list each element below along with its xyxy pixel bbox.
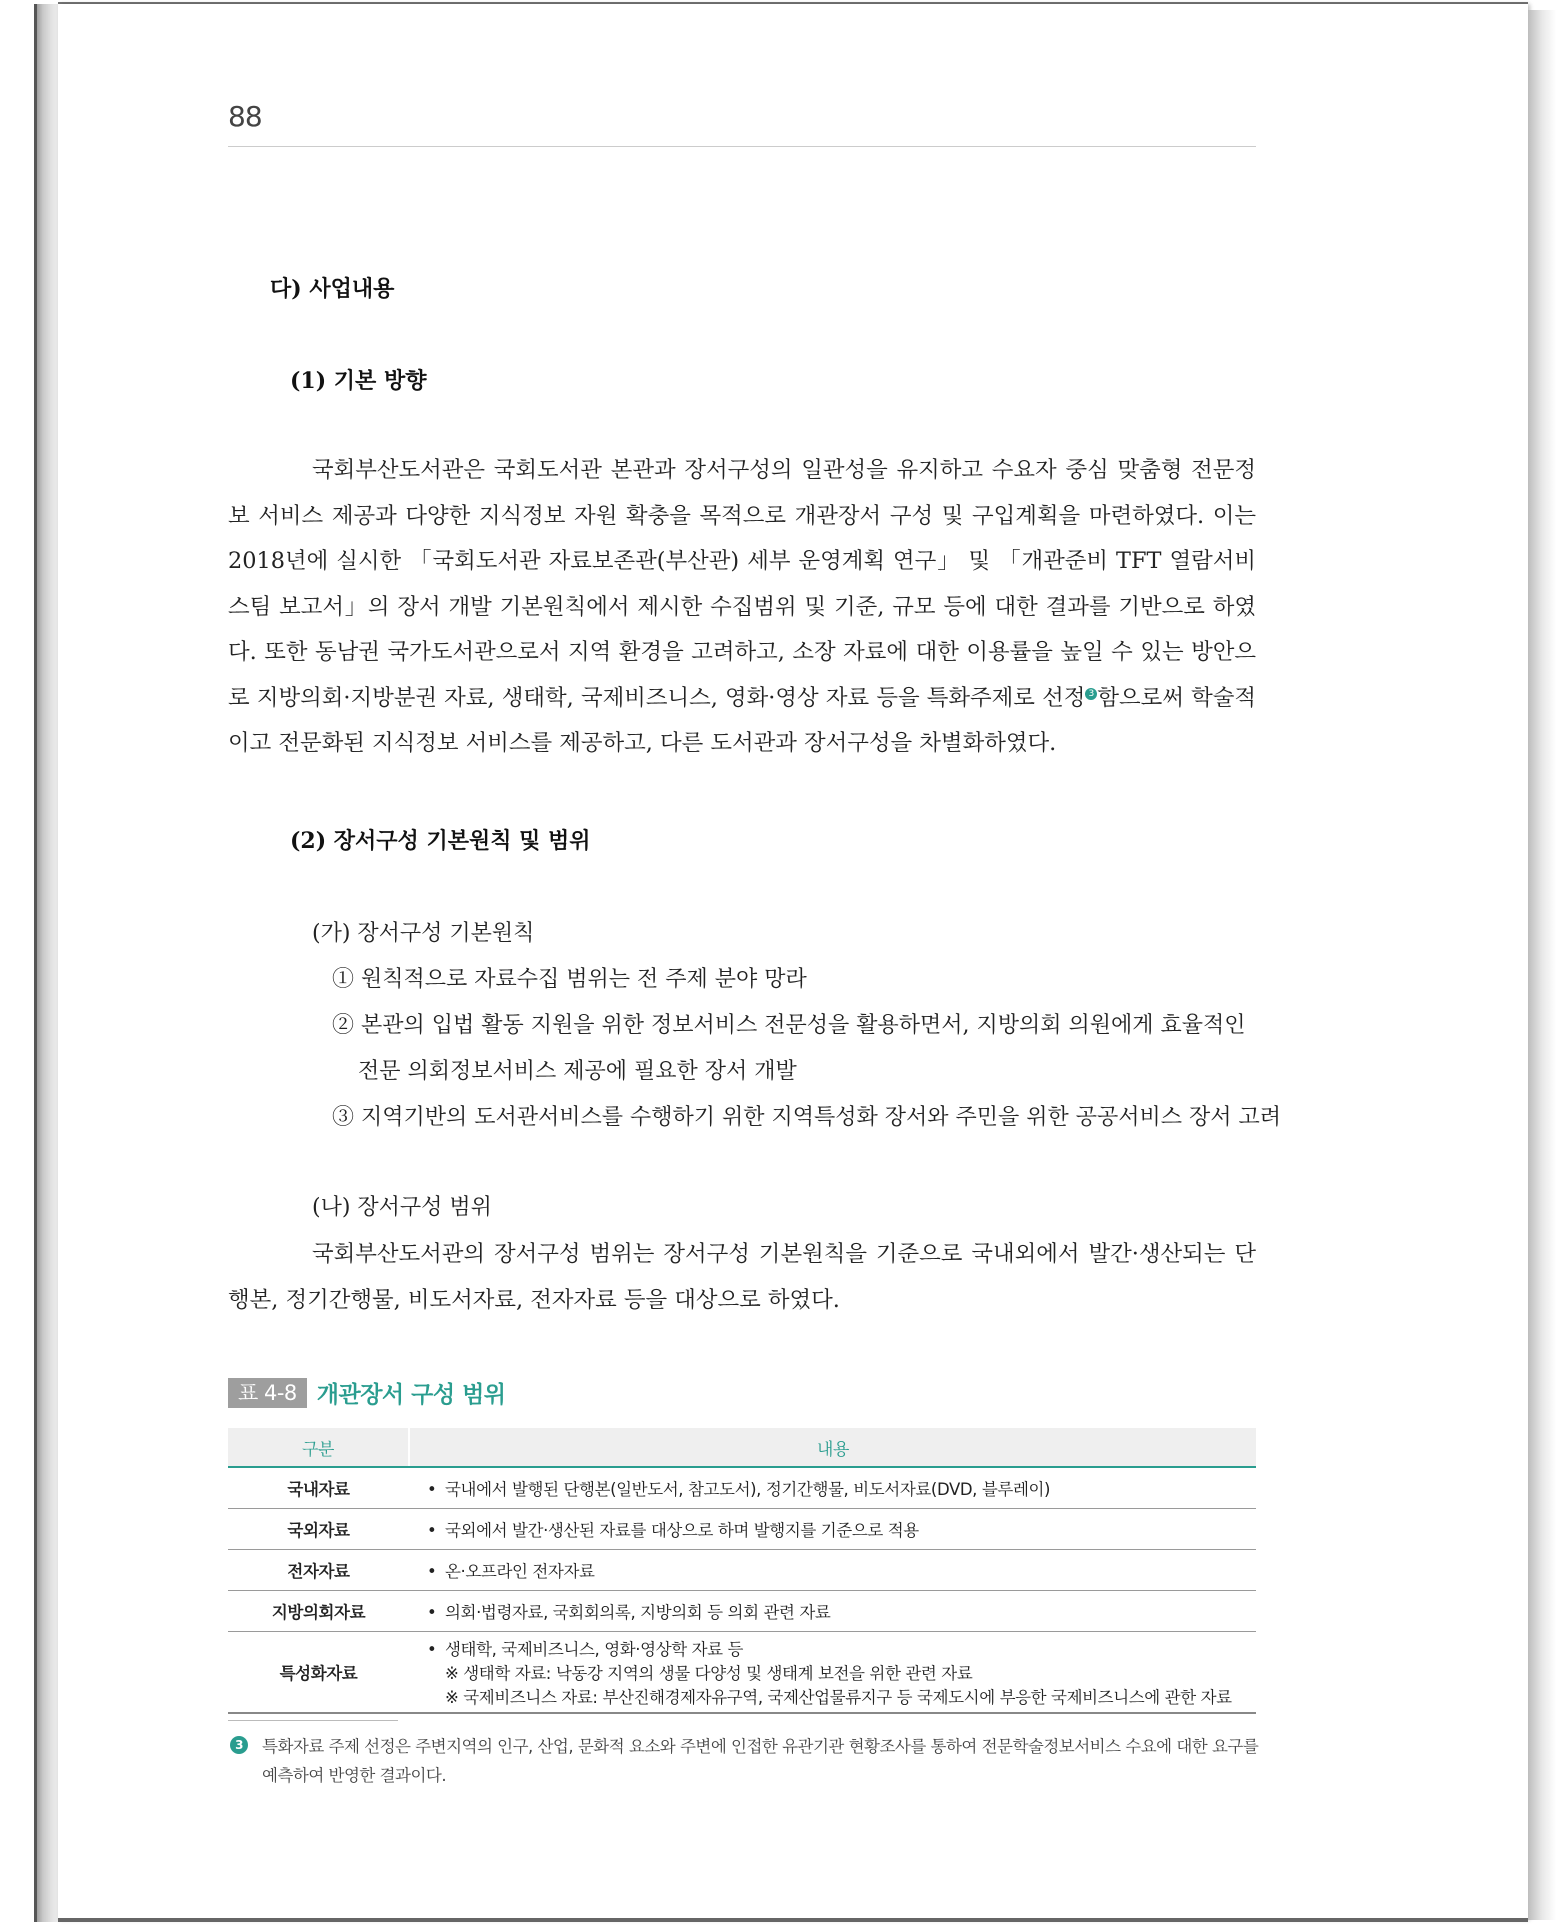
heading-ga-principles: (가) 장서구성 기본원칙 — [312, 921, 535, 946]
bullet: • — [427, 1562, 437, 1581]
subsection-heading-basic-direction: (1) 기본 방향 — [290, 368, 427, 394]
row-category: 국외자료 — [228, 1509, 409, 1550]
paragraph-scope — [228, 1232, 1256, 1323]
row-content-text: 국내에서 발행된 단행본(일반도서, 참고도서), 정기간행물, 비도서자료(DVD, 블루레이) — [445, 1480, 1051, 1499]
table-row — [228, 1632, 1256, 1714]
row-content-text: 생태학, 국제비즈니스, 영화·영상학 자료 등 — [445, 1640, 744, 1659]
page-number: 88 — [228, 100, 262, 133]
header-rule — [228, 146, 1256, 147]
header-content: 내용 — [409, 1428, 1256, 1467]
row-content-text: 온·오프라인 전자자료 — [445, 1562, 595, 1581]
footnote — [230, 1732, 1260, 1790]
row-category: 전자자료 — [228, 1550, 409, 1591]
bullet: • — [427, 1521, 437, 1540]
footnote-rule — [228, 1720, 398, 1721]
row-category: 국내자료 — [228, 1467, 409, 1509]
row-content-text: 의회·법령자료, 국회회의록, 지방의회 등 의회 관련 자료 — [445, 1603, 831, 1622]
bullet: • — [427, 1480, 437, 1499]
table-row — [228, 1550, 1256, 1591]
subsection-heading-principles: (2) 장서구성 기본원칙 및 범위 — [290, 828, 591, 854]
principle-item-1: ① 원칙적으로 자료수집 범위는 전 주제 분야 망라 — [332, 967, 807, 992]
table-caption — [228, 1376, 506, 1406]
row-content — [409, 1591, 1256, 1632]
page-bottom-border — [58, 1918, 1528, 1922]
principle-item-2-cont: 전문 의회정보서비스 제공에 필요한 장서 개발 — [358, 1059, 797, 1084]
row-note-business: ※ 국제비즈니스 자료: 부산진해경제자유구역, 국제산업물류지구 등 국제도시에 부응한 국제비즈니스에 관한 자료 — [445, 1688, 1232, 1707]
table-row — [228, 1509, 1256, 1550]
footnote-text: 특화자료 주제 선정은 주변지역의 인구, 산업, 문화적 요소와 주변에 인접한 유관기관 현황조사를 통하여 전문학술정보서비스 수요에 대한 요구를 예측하여 반영한 결과이다. — [262, 1737, 1259, 1785]
row-content — [409, 1632, 1256, 1714]
header-category: 구분 — [228, 1428, 409, 1467]
section-heading-da: 다) 사업내용 — [270, 276, 395, 302]
table-title: 개관장서 구성 범위 — [316, 1382, 506, 1408]
footnote-number-badge: 3 — [230, 1736, 248, 1754]
footnote-ref-mark[interactable]: 3 — [1085, 688, 1097, 700]
row-content — [409, 1550, 1256, 1591]
row-category: 지방의회자료 — [228, 1591, 409, 1632]
bullet: • — [427, 1640, 437, 1659]
row-note-ecology: ※ 생태학 자료: 낙동강 지역의 생물 다양성 및 생태계 보전을 위한 관련 자료 — [445, 1664, 973, 1683]
paragraph-scope-text: 국회부산도서관의 장서구성 범위는 장서구성 기본원칙을 기준으로 국내외에서 발간·생산되는 단행본, 정기간행물, 비도서자료, 전자자료 등을 대상으로 하였다. — [228, 1241, 1256, 1313]
paragraph-text-cont: 함으로써 학술적이고 전문화된 지식정보 서비스를 제공하고, 다른 도서관과 장서구성을 차별화하였다. — [228, 684, 1256, 756]
principle-item-2: ② 본관의 입법 활동 지원을 위한 정보서비스 전문성을 활용하면서, 지방의회 의원에게 효율적인 — [332, 1013, 1246, 1038]
row-content-line — [427, 1636, 1255, 1660]
page-right-shadow — [1528, 10, 1556, 1920]
row-content-text: 국외에서 발간·생산된 자료를 대상으로 하며 발행지를 기준으로 적용 — [445, 1521, 919, 1540]
table-row — [228, 1467, 1256, 1509]
row-content — [409, 1467, 1256, 1509]
paragraph-basic-direction — [228, 448, 1256, 767]
table-number: 표 4-8 — [228, 1378, 307, 1408]
collection-scope-table — [228, 1428, 1256, 1714]
row-category: 특성화자료 — [228, 1632, 409, 1714]
heading-na-scope: (나) 장서구성 범위 — [312, 1195, 492, 1220]
table-row — [228, 1591, 1256, 1632]
table-header-row — [228, 1428, 1256, 1467]
principle-item-3: ③ 지역기반의 도서관서비스를 수행하기 위한 지역특성화 장서와 주민을 위한 공공서비스 장서 고려 — [332, 1105, 1282, 1130]
bullet: • — [427, 1603, 437, 1622]
paragraph-text: 국회부산도서관은 국회도서관 본관과 장서구성의 일관성을 유지하고 수요자 중심 맞춤형 전문정보 서비스 제공과 다양한 지식정보 자원 확충을 목적으로 개관장서 구성 및 구입계획을 마련하였다. 이는 2018년에 실시한 「국회도서관 자료보존관(부산관) 세부 운영계획 연구」 및 「개관준비 TFT 열람서비스팀 보고서」의 장서 개발 기본원칙에서 제시한 수집범위 및 기준, 규모 등에 대한 결과를 기반으로 하였다. 또한 동남권 국가도서관으로서 지역 환경을 고려하고, 소장 자료에 대한 이용률을 높일 수 있는 방안으로 지방의회·지방분권 자료, 생태학, 국제비즈니스, 영화·영상 자료 등을 특화주제로 선정 — [228, 457, 1256, 711]
row-content — [409, 1509, 1256, 1550]
